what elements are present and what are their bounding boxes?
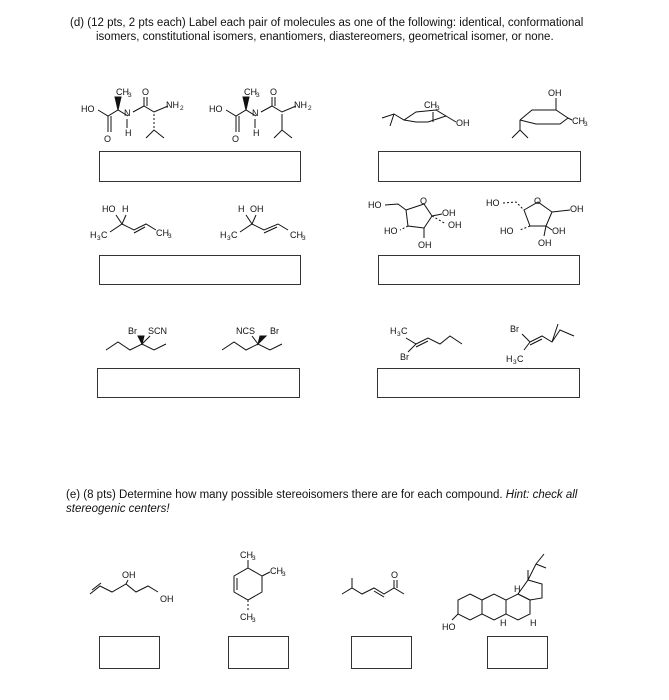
svg-text:HO: HO	[209, 104, 223, 114]
compound-1	[88, 566, 188, 610]
svg-text:3: 3	[168, 233, 172, 240]
pair5-molecule-a	[104, 322, 194, 358]
svg-text:H: H	[253, 128, 260, 138]
svg-text:H: H	[506, 354, 513, 364]
answer-box-compound-2[interactable]	[228, 636, 289, 669]
svg-text:NH: NH	[294, 100, 307, 110]
svg-text:O: O	[142, 87, 150, 97]
svg-text:C: C	[517, 354, 524, 364]
svg-text:3: 3	[227, 235, 231, 242]
svg-text:3: 3	[513, 359, 517, 366]
svg-text:2: 2	[180, 105, 184, 112]
compound-4	[440, 540, 560, 632]
svg-text:CH: CH	[270, 566, 283, 576]
pair6-molecule-b	[500, 316, 600, 368]
svg-text:HO: HO	[102, 204, 116, 214]
part-d-label: (d) (12 pts, 2 pts each) Label each pair of molecules as one of the following: identical, conformational	[70, 17, 584, 29]
part-e-hint-cont: stereogenic centers!	[66, 503, 170, 515]
answer-box-compound-3[interactable]	[351, 636, 412, 669]
part-e-hint: Hint: check all	[505, 489, 578, 501]
pair2-molecule-a	[378, 100, 488, 140]
svg-text:3: 3	[436, 105, 440, 112]
svg-text:OH: OH	[570, 204, 584, 214]
svg-text:H: H	[220, 230, 227, 240]
svg-text:H: H	[122, 204, 129, 214]
svg-text:OH: OH	[160, 594, 174, 604]
pair6-molecule-a	[380, 322, 480, 366]
answer-box-compound-4[interactable]	[487, 636, 548, 669]
pair3-molecule-b	[218, 200, 328, 242]
part-e-label: (e) (8 pts) Determine how many possible stereoisomers there are for each compound.	[66, 489, 503, 501]
answer-box-pair-2[interactable]	[378, 151, 581, 182]
answer-box-pair-1[interactable]	[99, 151, 301, 182]
svg-text:HO: HO	[486, 198, 500, 208]
svg-text:OH: OH	[122, 570, 136, 580]
answer-box-pair-4[interactable]	[378, 255, 580, 285]
svg-text:OH: OH	[552, 226, 566, 236]
svg-text:OH: OH	[250, 204, 264, 214]
svg-text:Br: Br	[400, 352, 409, 362]
svg-text:H: H	[500, 618, 507, 628]
svg-text:3: 3	[252, 555, 256, 562]
pair2-molecule-b	[500, 88, 610, 146]
svg-text:OH: OH	[418, 240, 432, 250]
svg-text:OH: OH	[456, 118, 470, 128]
svg-text:Br: Br	[510, 324, 519, 334]
svg-text:O: O	[270, 87, 278, 97]
svg-text:HO: HO	[384, 226, 398, 236]
svg-text:O: O	[104, 134, 112, 144]
compound-3	[338, 568, 418, 604]
svg-text:3: 3	[256, 92, 260, 99]
part-e-instructions	[66, 488, 626, 516]
svg-text:H: H	[90, 230, 97, 240]
svg-text:O: O	[420, 196, 428, 206]
svg-text:OH: OH	[442, 208, 456, 218]
svg-text:HO: HO	[368, 200, 382, 210]
svg-text:HO: HO	[81, 104, 95, 114]
svg-text:NH: NH	[166, 100, 179, 110]
svg-text:H: H	[125, 128, 132, 138]
part-d-label-cont: isomers, constitutional isomers, enantiomers, diastereomers, geometrical isomer, or none.	[96, 31, 554, 43]
answer-box-pair-6[interactable]	[377, 368, 580, 398]
svg-text:N: N	[124, 108, 131, 118]
svg-text:C: C	[231, 230, 238, 240]
svg-text:H: H	[514, 584, 521, 594]
svg-text:CH: CH	[240, 612, 253, 622]
svg-text:CH: CH	[424, 100, 437, 110]
answer-box-pair-5[interactable]	[97, 368, 300, 398]
svg-text:HO: HO	[442, 622, 456, 632]
svg-text:SCN: SCN	[148, 326, 168, 336]
svg-text:3: 3	[282, 571, 286, 578]
svg-text:H: H	[238, 204, 245, 214]
svg-text:O: O	[391, 570, 399, 580]
svg-text:OH: OH	[538, 238, 552, 248]
svg-text:Br: Br	[128, 326, 137, 336]
svg-text:CH: CH	[290, 230, 303, 240]
part-d-instructions	[70, 16, 630, 44]
pair1-molecule-a	[78, 86, 196, 148]
svg-text:C: C	[101, 230, 108, 240]
pair3-molecule-a	[88, 200, 188, 242]
svg-text:HO: HO	[500, 226, 514, 236]
svg-text:N: N	[252, 108, 259, 118]
svg-text:NCS: NCS	[236, 326, 256, 336]
answer-box-compound-1[interactable]	[99, 636, 160, 669]
answer-box-pair-3[interactable]	[99, 255, 301, 285]
svg-text:CH: CH	[116, 87, 129, 97]
svg-text:H: H	[530, 618, 537, 628]
svg-text:C: C	[401, 326, 408, 336]
svg-text:CH: CH	[240, 550, 253, 560]
svg-text:3: 3	[302, 235, 306, 242]
svg-text:OH: OH	[448, 220, 462, 230]
svg-text:3: 3	[252, 617, 256, 624]
compound-2	[226, 548, 306, 624]
svg-text:CH: CH	[156, 228, 169, 238]
svg-text:3: 3	[97, 235, 101, 242]
svg-text:CH: CH	[244, 87, 257, 97]
svg-text:H: H	[390, 326, 397, 336]
pair5-molecule-b	[220, 322, 310, 358]
svg-text:O: O	[534, 196, 542, 206]
pair4-molecule-a	[368, 194, 478, 254]
svg-text:CH: CH	[572, 116, 585, 126]
pair4-molecule-b	[486, 194, 596, 254]
svg-text:3: 3	[128, 92, 132, 99]
svg-text:O: O	[232, 134, 240, 144]
svg-text:Br: Br	[270, 326, 279, 336]
svg-text:3: 3	[397, 331, 401, 338]
svg-text:2: 2	[308, 105, 312, 112]
pair1-molecule-b	[206, 86, 324, 148]
svg-text:3: 3	[584, 121, 588, 128]
svg-text:OH: OH	[548, 88, 562, 98]
